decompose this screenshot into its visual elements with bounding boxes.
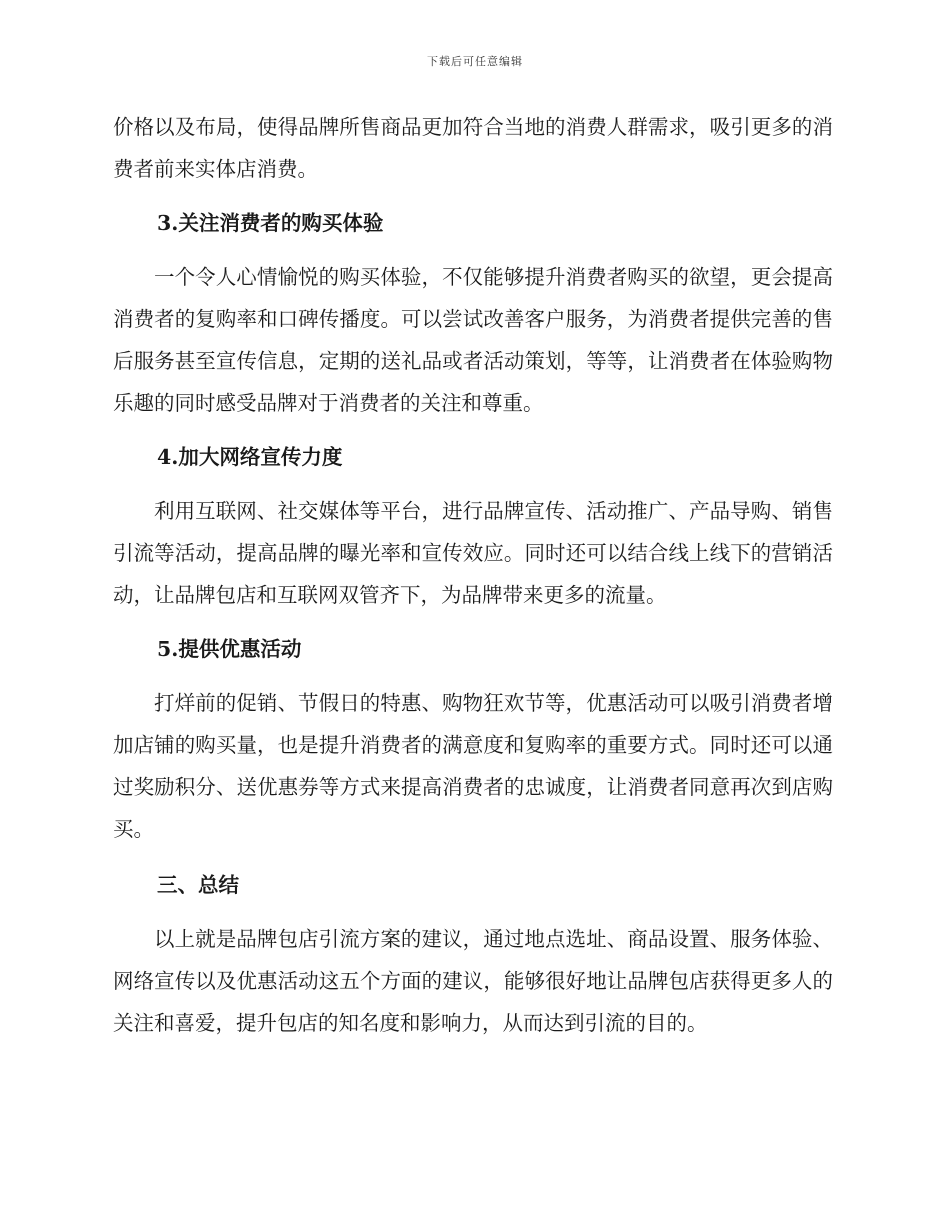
- paragraph-online-promotion: 利用互联网、社交媒体等平台，进行品牌宣传、活动推广、产品导购、销售引流等活动，提高品牌的曝光率和宣传效应。同时还可以结合线上线下的营销活动，让品牌包店和互联网双管齐下，为品牌带来更多的流量。: [113, 499, 833, 607]
- paragraph-continued: 价格以及布局，使得品牌所售商品更加符合当地的消费人群需求，吸引更多的消费者前来实体店消费。: [113, 115, 833, 181]
- heading-purchase-experience: 3.关注消费者的购买体验: [157, 211, 384, 235]
- document-body: [113, 106, 833, 1044]
- paragraph-summary: 以上就是品牌包店引流方案的建议，通过地点选址、商品设置、服务体验、网络宣传以及优惠活动这五个方面的建议，能够很好地让品牌包店获得更多人的关注和喜爱，提升包店的知名度和影响力，从而达到引流的目的。: [113, 927, 833, 1035]
- heading-summary: 三、总结: [157, 873, 239, 897]
- heading-online-promotion: 4.加大网络宣传力度: [157, 445, 343, 469]
- heading-discount-activities: 5.提供优惠活动: [157, 637, 302, 661]
- paragraph-discount-activities: 打烊前的促销、节假日的特惠、购物狂欢节等，优惠活动可以吸引消费者增加店铺的购买量，也是提升消费者的满意度和复购率的重要方式。同时还可以通过奖励积分、送优惠券等方式来提高消费者的忠诚度，让消费者同意再次到店购买。: [113, 691, 833, 841]
- paragraph-purchase-experience: 一个令人心情愉悦的购买体验，不仅能够提升消费者购买的欲望，更会提高消费者的复购率和口碑传播度。可以尝试改善客户服务，为消费者提供完善的售后服务甚至宣传信息，定期的送礼品或者活动策划，等等，让消费者在体验购物乐趣的同时感受品牌对于消费者的关注和尊重。: [113, 265, 833, 415]
- page-header: 下载后可任意编辑: [427, 55, 523, 68]
